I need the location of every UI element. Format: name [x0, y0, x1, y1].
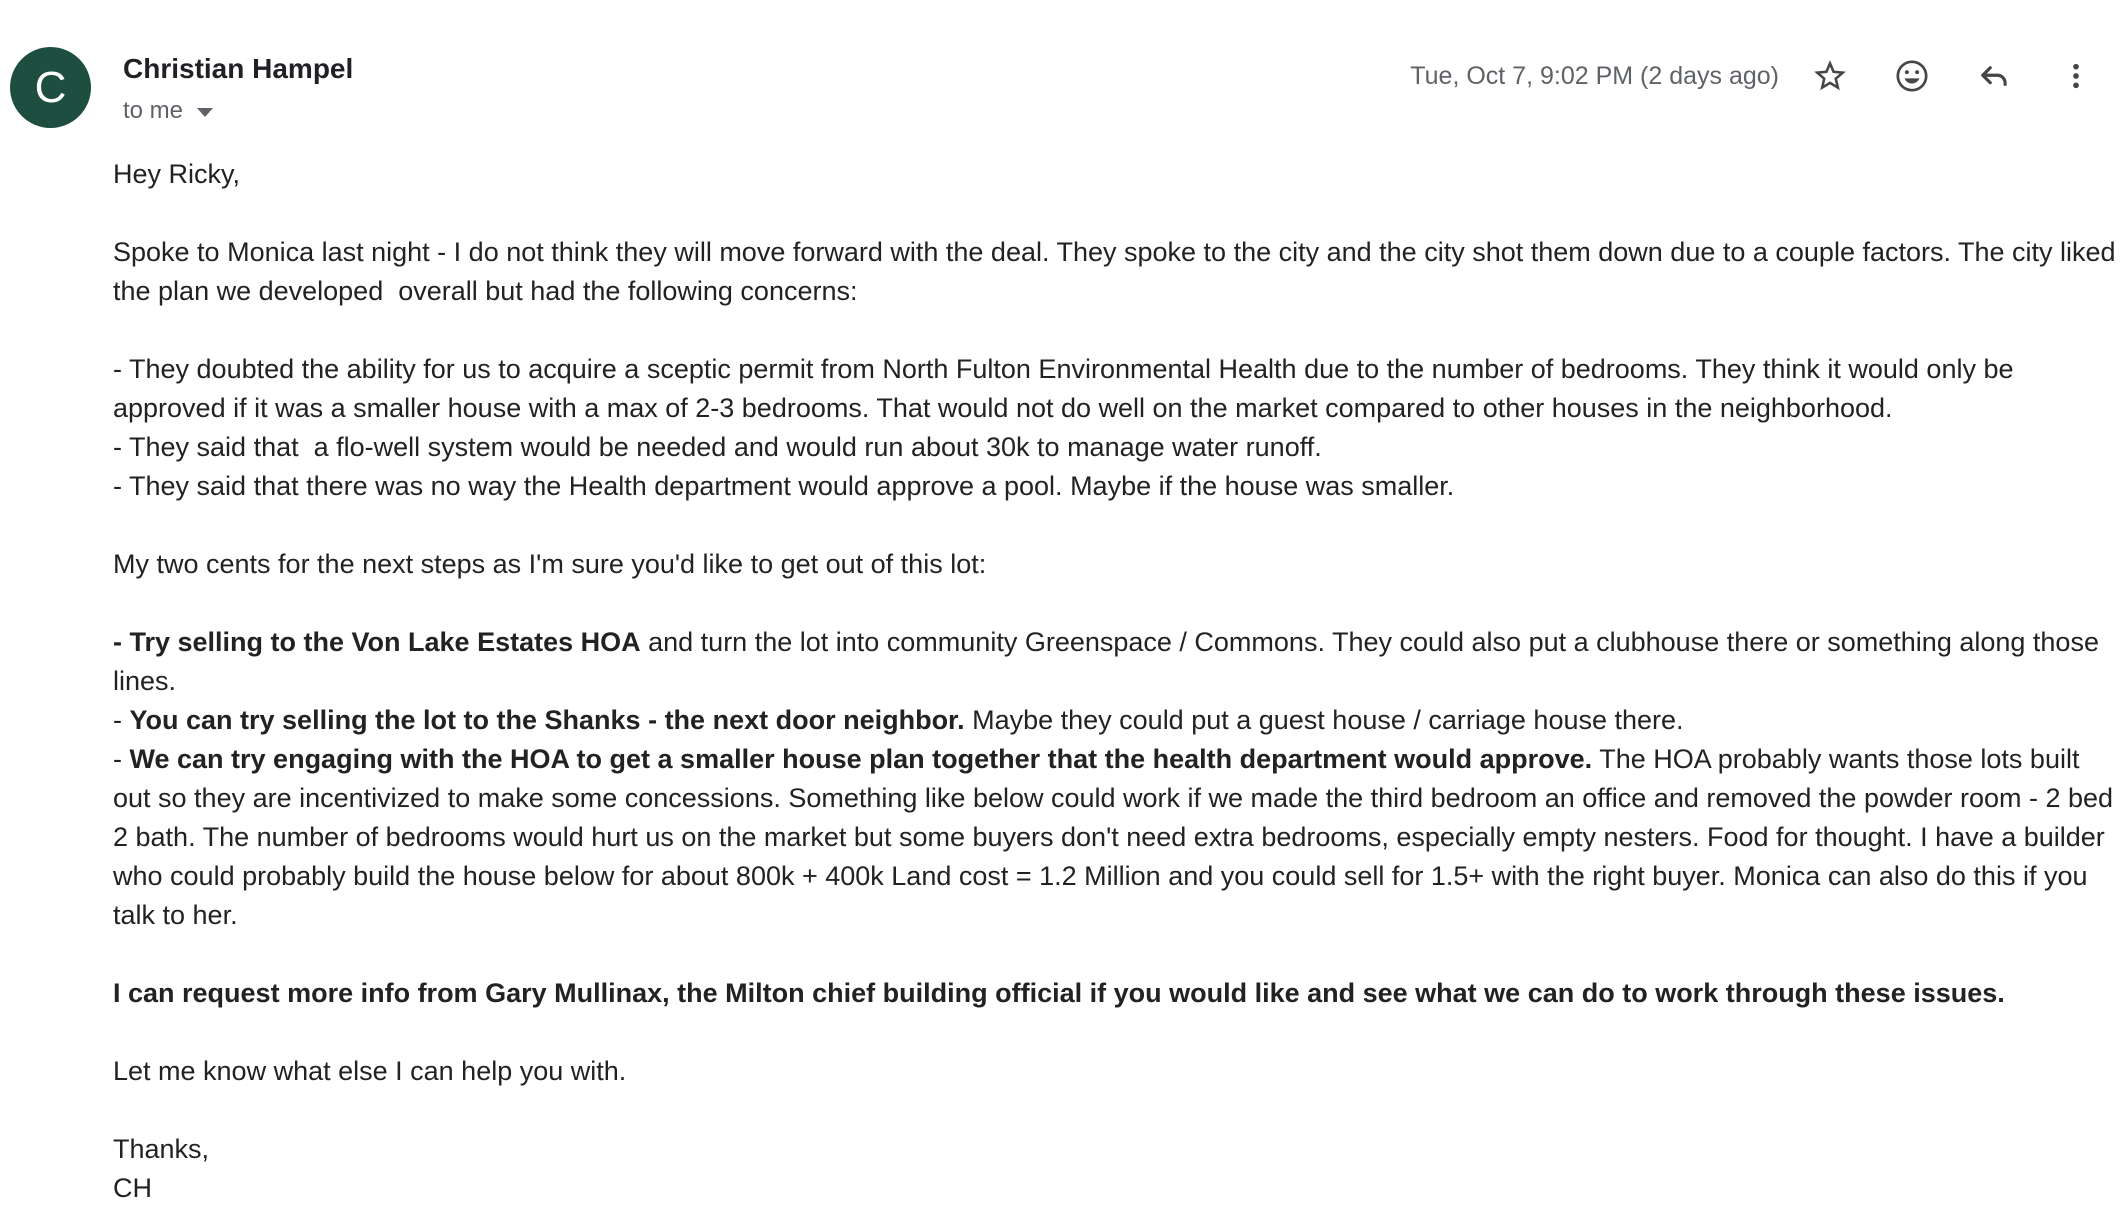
email-paragraph: [113, 974, 2120, 1013]
header-actions: [1410, 47, 2095, 95]
more-options-button[interactable]: [2057, 57, 2095, 95]
email-text-line: - They doubted the ability for us to acquire a sceptic permit from North Fulton Environmental Health due to the number of bedrooms. They think it would only be approved if it was a smaller house with a max of 2-3 bedrooms. That would not do well on the market compared to other houses in the neighborhood.: [113, 354, 2022, 423]
email-paragraph: [113, 1130, 2120, 1208]
email-text-line: - Try selling to the Von Lake Estates HOA and turn the lot into community Greenspace / Commons. They could also put a clubhouse there or something along those lines.: [113, 627, 2107, 696]
reply-icon: [1976, 58, 2012, 94]
email-paragraph: [113, 233, 2124, 311]
email-paragraph: [113, 545, 2120, 584]
emoji-reaction-icon: [1895, 59, 1929, 93]
recipient-details-toggle[interactable]: [123, 96, 353, 124]
avatar[interactable]: [10, 47, 91, 128]
email-text-line: - You can try selling the lot to the Shanks - the next door neighbor. Maybe they could put a guest house / carriage house there.: [113, 705, 1684, 735]
reply-button[interactable]: [1975, 57, 2013, 95]
email-text-line: Hey Ricky,: [113, 159, 241, 189]
chevron-down-icon[interactable]: [197, 108, 213, 117]
email-paragraph: [113, 1052, 2120, 1091]
email-paragraph: [113, 350, 2120, 506]
sender-name: Christian Hampel: [123, 53, 354, 84]
star-icon: [1811, 57, 1849, 95]
email-text-line: CH: [113, 1173, 152, 1203]
email-text-line: - We can try engaging with the HOA to get a smaller house plan together that the health department would approve. The HOA probably wants those lots built out so they are incentivized to make some concessions. Something like below could work if we made the third bedroom an office and removed the powder room - 2 bed 2 bath. The number of bedrooms would hurt us on the market but some buyers don't need extra bedrooms, especially empty nesters. Food for thought. I have a builder who could probably build the house below for about 800k + 400k Land cost = 1.2 Million and you could sell for 1.5+ with the right buyer. Monica can also do this if you talk to her.: [113, 744, 2121, 930]
star-button[interactable]: [1811, 57, 1849, 95]
email-text-line: Thanks,: [113, 1134, 210, 1164]
email-header: [0, 0, 2128, 128]
sender-block: [123, 47, 353, 123]
email-text-line: - They said that there was no way the Health department would approve a pool. Maybe if the house was smaller.: [113, 471, 1455, 501]
email-text-line: Let me know what else I can help you with.: [113, 1056, 627, 1086]
email-body: [113, 155, 2124, 1208]
email-text-line: - They said that a flo-well system would be needed and would run about 30k to manage water runoff.: [113, 432, 1322, 462]
more-vert-icon: [2059, 59, 2093, 93]
email-paragraph: [113, 155, 2120, 194]
timestamp: Tue, Oct 7, 9:02 PM (2 days ago): [1410, 61, 1779, 90]
emoji-reaction-button[interactable]: [1893, 57, 1931, 95]
avatar-letter: C: [34, 62, 67, 112]
email-text-line: Spoke to Monica last night - I do not think they will move forward with the deal. They spoke to the city and the city shot them down due to a couple factors. The city liked the plan we developed overall but had the following concerns:: [113, 237, 2124, 306]
email-text-line: My two cents for the next steps as I'm sure you'd like to get out of this lot:: [113, 549, 987, 579]
email-paragraph: [113, 623, 2120, 935]
recipient-label: to me: [123, 96, 184, 124]
email-text-line: I can request more info from Gary Mullinax, the Milton chief building official if you would like and see what we can do to work through these issues.: [113, 978, 2005, 1008]
